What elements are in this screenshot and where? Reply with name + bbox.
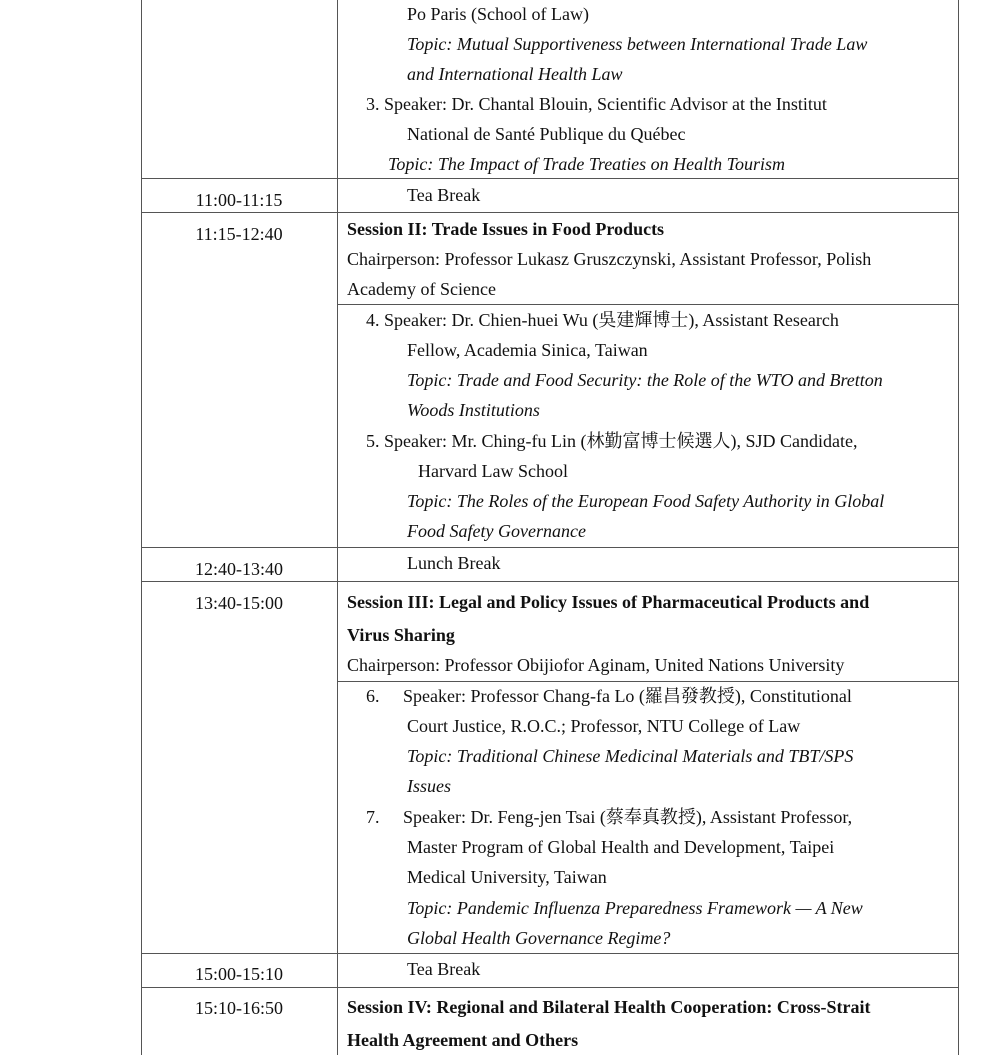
speaker2-affiliation-continued: Po Paris (School of Law) — [407, 4, 589, 24]
topic6-line1: Topic: Traditional Chinese Medicinal Materials and TBT/SPS — [407, 746, 854, 766]
topic4-line2: Woods Institutions — [407, 400, 540, 420]
speaker5-line2: Harvard Law School — [418, 461, 568, 481]
tea-break-2-label: Tea Break — [407, 959, 481, 979]
column-divider — [337, 0, 338, 1055]
speaker3-line1: 3. Speaker: Dr. Chantal Blouin, Scientific Advisor at the Institut — [366, 94, 827, 114]
row-divider — [141, 212, 959, 213]
row-divider — [141, 581, 959, 582]
session3-chair: Chairperson: Professor Obijiofor Aginam, United Nations University — [347, 655, 845, 675]
lunch-label: Lunch Break — [407, 553, 501, 573]
speaker3-line2: National de Santé Publique du Québec — [407, 124, 686, 144]
row-divider — [141, 547, 959, 548]
session3-title-line2: Virus Sharing — [347, 625, 455, 645]
session4-time: 15:10-16:50 — [195, 998, 283, 1018]
topic3: Topic: The Impact of Trade Treaties on Health Tourism — [388, 154, 786, 174]
agenda-table — [141, 0, 959, 1055]
session3-title-line1: Session III: Legal and Policy Issues of Pharmaceutical Products and — [347, 592, 870, 612]
row-divider — [141, 987, 959, 988]
topic4-line1: Topic: Trade and Food Security: the Role of the WTO and Bretton — [407, 370, 883, 390]
speaker7-line2: Master Program of Global Health and Development, Taipei — [407, 837, 835, 857]
session2-title: Session II: Trade Issues in Food Products — [347, 219, 665, 239]
speaker5-line1: 5. Speaker: Mr. Ching-fu Lin (林勤富博士候選人), SJD Candidate, — [366, 431, 858, 451]
speaker6-line1: Speaker: Professor Chang-fa Lo (羅昌發教授), Constitutional — [403, 686, 852, 706]
speaker7-number: 7. — [366, 807, 380, 827]
topic5-line2: Food Safety Governance — [407, 521, 586, 541]
topic7-line1: Topic: Pandemic Influenza Preparedness Framework — A New — [407, 898, 863, 918]
topic7-line2: Global Health Governance Regime? — [407, 928, 671, 948]
speaker7-line3: Medical University, Taiwan — [407, 867, 607, 887]
topic6-line2: Issues — [407, 776, 451, 796]
session3-time: 13:40-15:00 — [195, 593, 283, 613]
session4-title-line1: Session IV: Regional and Bilateral Health Cooperation: Cross-Strait — [347, 997, 871, 1017]
session4-title-line2: Health Agreement and Others — [347, 1030, 579, 1050]
speaker4-line1: 4. Speaker: Dr. Chien-huei Wu (吳建輝博士), Assistant Research — [366, 310, 839, 330]
session2-chair-line1: Chairperson: Professor Lukasz Gruszczynski, Assistant Professor, Polish — [347, 249, 872, 269]
speaker7-line1: Speaker: Dr. Feng-jen Tsai (蔡奉真教授), Assistant Professor, — [403, 807, 853, 827]
session2-time: 11:15-12:40 — [195, 224, 283, 244]
row-divider — [141, 953, 959, 954]
topic2-line2: and International Health Law — [407, 64, 623, 84]
session2-chair-line2: Academy of Science — [347, 279, 496, 299]
speaker6-number: 6. — [366, 686, 380, 706]
lunch-time: 12:40-13:40 — [195, 559, 283, 579]
table-border-right — [958, 0, 959, 1055]
tea-break-1-label: Tea Break — [407, 185, 481, 205]
speaker6-line2: Court Justice, R.O.C.; Professor, NTU College of Law — [407, 716, 801, 736]
tea-break-2-time: 15:00-15:10 — [195, 964, 283, 984]
tea-break-1-time: 11:00-11:15 — [195, 190, 283, 210]
topic2-line1: Topic: Mutual Supportiveness between International Trade Law — [407, 34, 868, 54]
table-border-left — [141, 0, 142, 1055]
topic5-line1: Topic: The Roles of the European Food Safety Authority in Global — [407, 491, 885, 511]
speaker4-line2: Fellow, Academia Sinica, Taiwan — [407, 340, 648, 360]
